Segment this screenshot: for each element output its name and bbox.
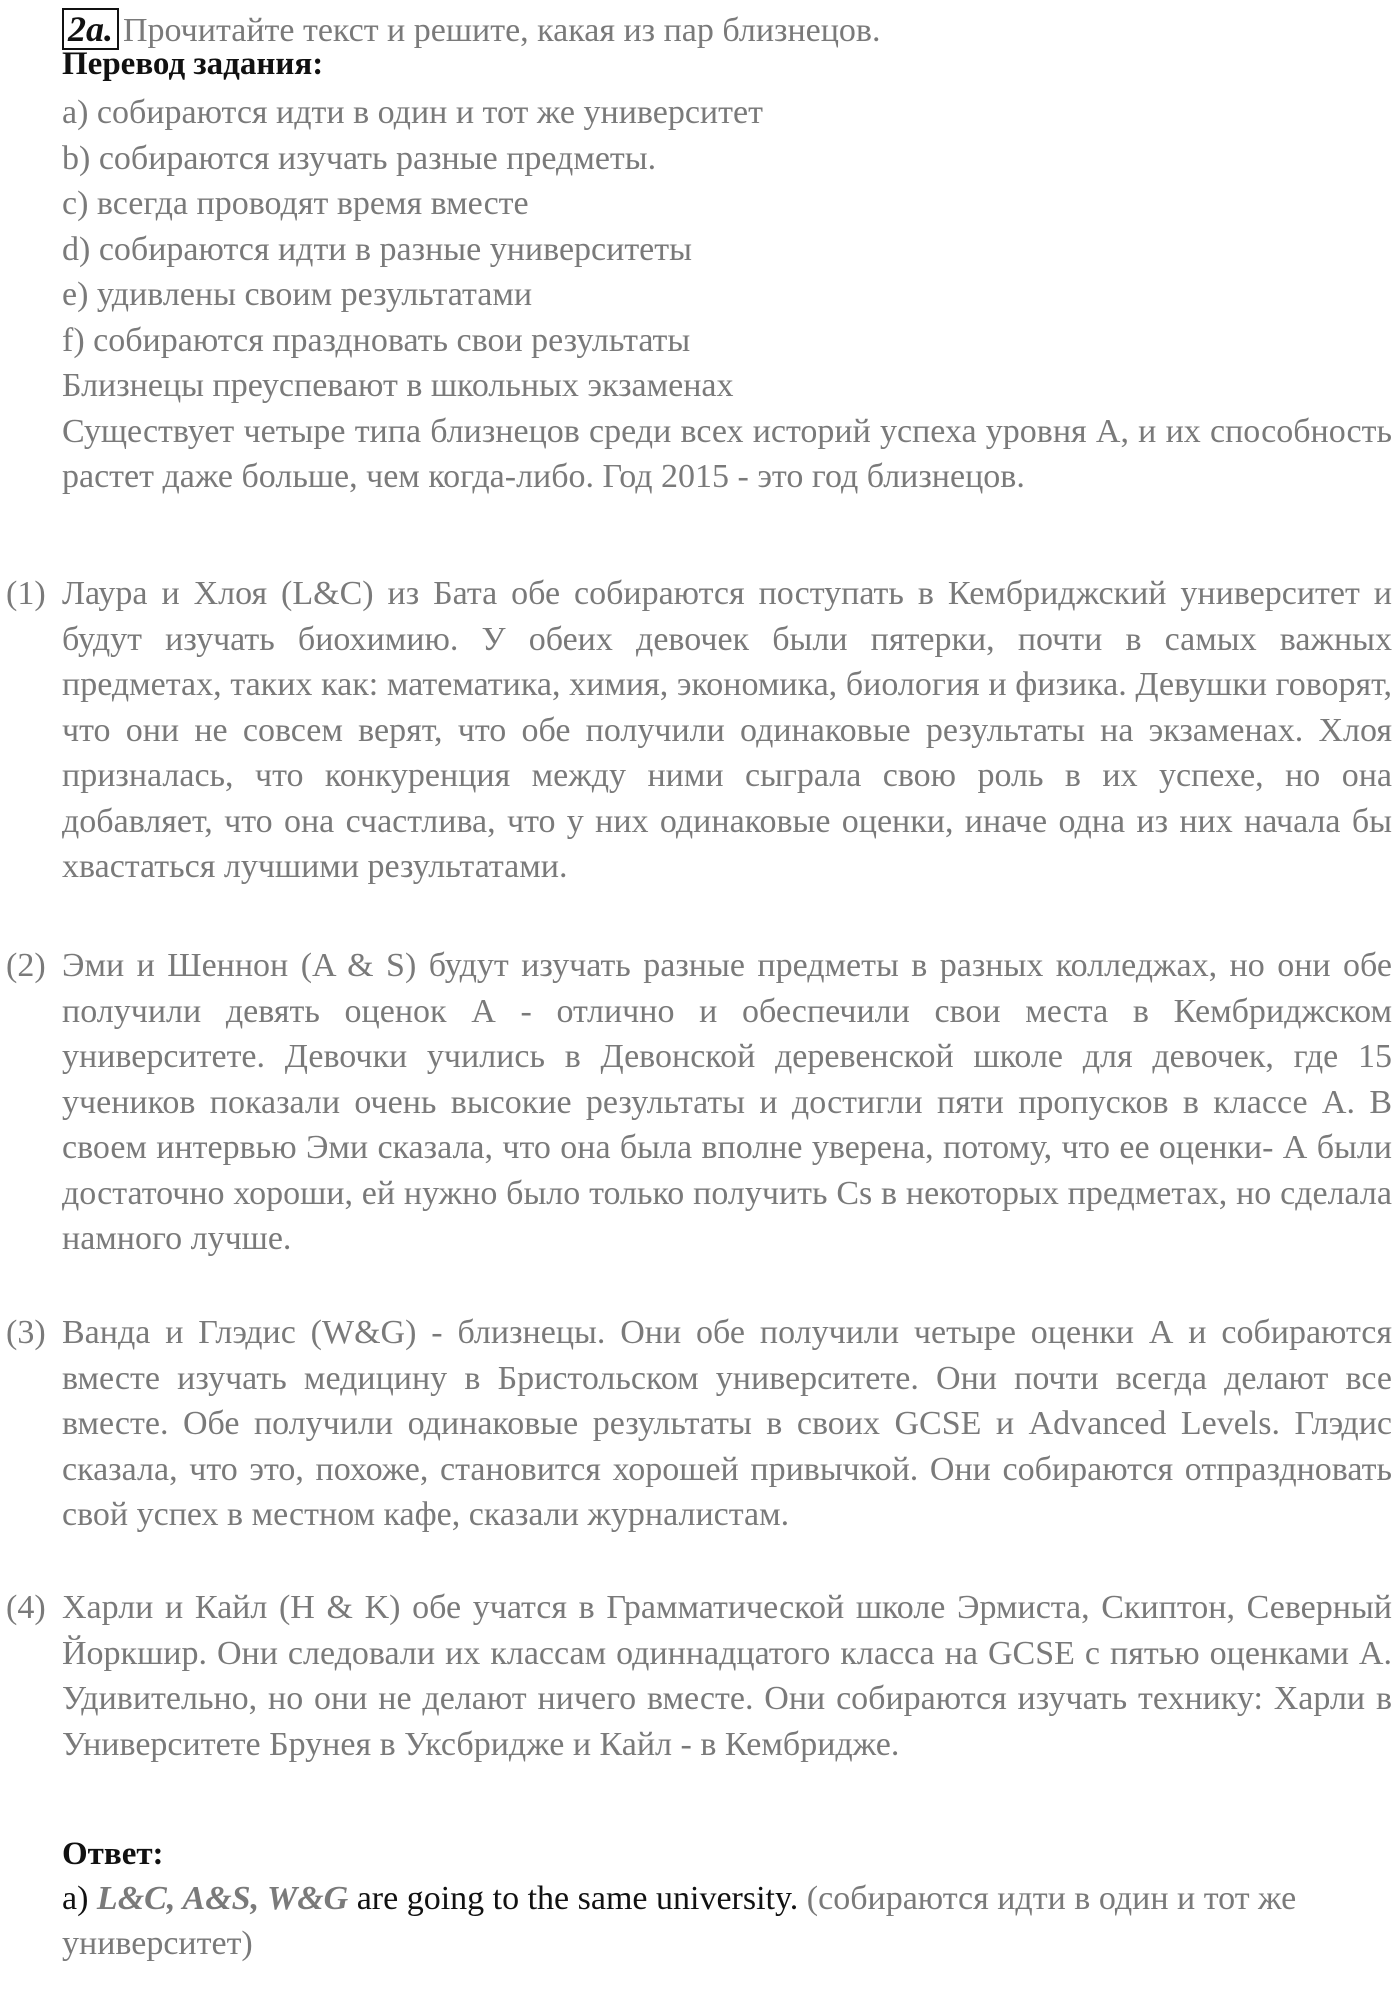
paragraph-3 <box>6 1310 1392 1538</box>
option-c: c) всегда проводят время вместе <box>62 185 529 222</box>
answer-pairs: L&C, A&S, W&G <box>96 1880 349 1917</box>
answer-text <box>62 1876 1392 1966</box>
answer-prefix: a) <box>62 1880 89 1917</box>
answer-russian: (собираются идти в один и тот же университет) <box>62 1880 1297 1962</box>
task-number-box: 2a. <box>62 8 119 50</box>
paragraph-text: Лаура и Хлоя (L&C) из Бата обе собираются поступать в Кембриджский университет и будут изучать биохимию. У обеих девочек были пятерки, почти в самых важных предметах, таких как: математика, химия, экономика, биология и физика. Девушки говорят, что они не совсем верят, что обе получили одинаковые результаты на экзаменах. Хлоя призналась, что конкуренция между ними сыграла свою роль в их успехе, но она добавляет, что она счастлива, что у них одинаковые оценки, иначе одна из них начала бы хвастаться лучшими результатами. <box>62 575 1392 885</box>
paragraph-text: Ванда и Глэдис (W&G) - близнецы. Они обе получили четыре оценки А и собираются вместе изучать медицину в Бристольском университете. Они почти всегда делают все вместе. Обе получили одинаковые результаты в своих GCSE и Advanced Levels. Глэдис сказала, что это, похоже, становится хорошей привычкой. Они собираются отпраздновать свой успех в местном кафе, сказали журналистам. <box>62 1314 1392 1533</box>
article-title: Близнецы преуспевают в школьных экзаменах <box>62 367 734 404</box>
paragraph-number: (1) <box>6 575 46 612</box>
answer-heading: Ответ: <box>62 1836 164 1872</box>
paragraph-1 <box>6 571 1392 890</box>
translation-heading: Перевод задания: <box>62 46 324 82</box>
option-d: d) собираются идти в разные университеты <box>62 230 692 268</box>
intro-paragraph: Существует четыре типа близнецов среди всех историй успеха уровня А, и их способность растет даже больше, чем когда-либо. Год 2015 - это год близнецов. <box>62 412 1392 495</box>
paragraph-2 <box>6 943 1392 1262</box>
paragraph-text: Эми и Шеннон (A & S) будут изучать разные предметы в разных колледжах, но они обе получили девять оценок А - отлично и обеспечили свои места в Кембриджском университете. Девочки учились в Девонской деревенской школе для девочек, где 15 учеников показали очень высокие результаты и достигли пяти пропусков в классе А. В своем интервью Эми сказала, что она была вполне уверена, потому, что ее оценки- А были достаточно хороши, ей нужно было только получить Cs в некоторых предметах, но сделала намного лучше. <box>62 947 1392 1257</box>
paragraph-number: (4) <box>6 1589 46 1626</box>
paragraph-number: (2) <box>6 947 46 984</box>
paragraph-number: (3) <box>6 1314 46 1351</box>
option-b: b) собираются изучать разные предметы. <box>62 139 657 177</box>
option-f: f) собираются праздновать свои результаты <box>62 321 691 359</box>
answer-english: are going to the same university. <box>356 1880 799 1917</box>
options-list <box>62 90 1392 500</box>
paragraph-text: Харли и Кайл (H & K) обе учатся в Грамматической школе Эрмиста, Скиптон, Северный Йоркшир. Они следовали их классам одиннадцатого класса на GCSE с пятью оценками А. Удивительно, но они не делают ничего вместе. Они собираются изучать технику: Харли в Университете Брунея в Уксбридже и Кайл - в Кембридже. <box>62 1589 1392 1763</box>
option-a: a) собираются идти в один и тот же университет <box>62 94 763 131</box>
task-title: Прочитайте текст и решите, какая из пар близнецов. <box>123 12 881 49</box>
paragraph-4 <box>6 1585 1392 1767</box>
option-e: e) удивлены своим результатами <box>62 276 533 313</box>
